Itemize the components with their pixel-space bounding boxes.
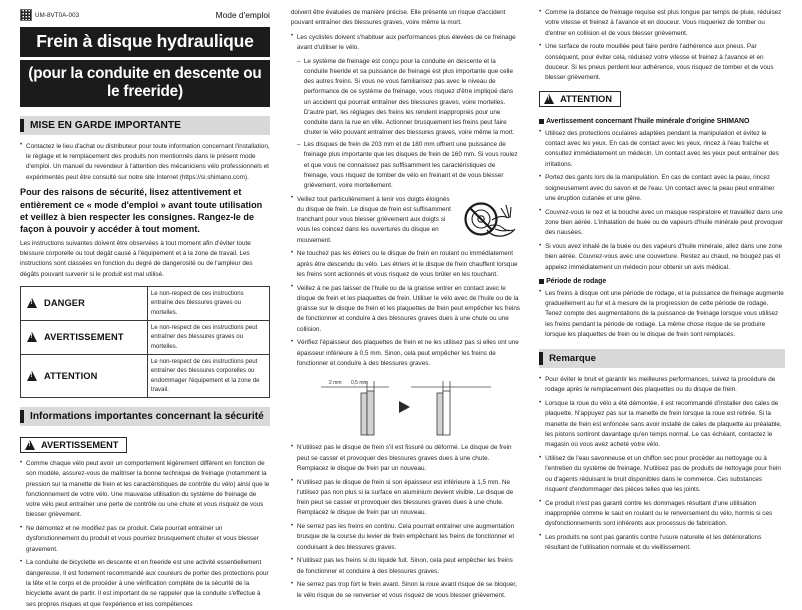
list-item: • Ne démontez et ne modifiez pas ce produit. Cela pourrait entraîner un dysfonctionnement du produit et vous pourriez brusquement chuter et vous blesser gravement. [20,524,270,555]
right-arrow-icon [399,401,410,413]
list-item: • Si vous avez inhalé de la buée ou des vapeurs d'huile minérale, allez dans une zone bien aérée. Couvrez-vous avec une couverture. Restez au chaud, ne bougez pas et appelez immédiatement un médecin pour obtenir un avis médical. [539,242,785,273]
page-title: Frein à disque hydraulique [20,27,270,57]
alert-label: AVERTISSEMENT [41,440,119,451]
safety-bullet-list [20,459,270,610]
document-header [20,8,270,22]
list-item: • Ne serrez pas trop fort le frein avant. Sinon la roue avant risque de se bloquer, le vélo risque de se renverser et vous risquez de vous blesser grièvement. [291,580,521,601]
warning-level-cell [21,354,148,398]
list-item: • Vérifiez l'épaisseur des plaquettes de frein et ne les utilisez pas si elles ont une épaisseur inférieure à 0,5 mm. Sinon, cela peut empêcher les freins de fonctionner et conduire à des blessures graves. [291,338,521,369]
section-safety-info-label: Informations importantes concernant la sécurité [30,411,264,423]
warning-level-desc: Le non-respect de ces instructions peut entraîner des blessures graves ou mortelles. [147,320,269,354]
warning-level-label: ATTENTION [44,370,98,381]
section-remark-label: Remarque [549,353,596,365]
list-item: • Contactez le lieu d'achat ou distributeur pour toute information concernant l'installation, le réglage et le remplacement des produits non mentionnés dans le présent mode d'emploi. Un manuel du revendeur à l'attention des mécaniciens vélo professionnels et expérimentés peut être consulté sur notre site Internet (https://si.shimano.com). [20,142,270,183]
section-accent-bar [539,352,543,365]
list-item: • Comme chaque vélo peut avoir un comportement légèrement différent en fonction de son modèle, assurez-vous de maîtriser la bonne technique de freinage (notamment la pression sur la manette de frein et les caractéristiques de contrôle du vélo) ainsi que le fonctionnement de votre vélo. Une mauvaise utilisation du système de freinage de votre vélo peut entraîner une perte de contrôle ou une chute et vous risquez de vous blesser grièvement. [20,459,270,521]
list-item: • Portez des gants lors de la manipulation. En cas de contact avec la peau, rincez soigneusement avec du savon et de l'eau. Un contact avec la peau peut entraîner une éruption cutanée et une gêne. [539,173,785,204]
list-item: • Les cyclistes doivent s'habituer aux performances plus élevées de ce freinage avant d'utiliser le vélo. [291,33,521,54]
alert-avertissement [20,437,127,453]
label-thickness-new: 2 mm [328,380,342,387]
section-important-notice [20,116,270,135]
table-row [21,286,270,320]
list-item: • Les produits ne sont pas garantis contre l'usure naturelle et les détériorations résultant de l'utilisation normale et du vieillissement. [539,533,785,554]
safety-bold-statement: Pour des raisons de sécurité, lisez attentivement et entièrement ce « mode d'emploi » avant toute utilisation et veillez à bien respecter les consignes. Rangez-le de façon à pouvoir y accéder à tout moment. [20,187,263,235]
warning-triangle-icon [27,371,37,381]
warning-triangle-icon [27,298,37,308]
rain-warning-list [539,8,785,83]
warning-level-cell [21,320,148,354]
warning-level-cell [21,286,148,320]
list-item: • Ne touchez pas les étriers ou le disque de frein en roulant ou immédiatement après être descendu du vélo. Les étriers et le disque de frein chauffent lorsque les freins sont actionnés et vous risquez de vous brûler en les touchant. [291,249,521,280]
column-left [8,8,282,608]
warning-level-label: DANGER [44,298,85,309]
warning-level-desc: Le non-respect de ces instructions entraîne des blessures graves ou mortelles. [147,286,269,320]
list-item: • Ce produit n'est pas garanti contre les dommages résultant d'une utilisation inappropriée comme le saut en roulant ou le renversement du vélo, hormis si ces dysfonctionnements sont inhérents aux processus de fabrication. [539,499,785,530]
no-touch-disc-icon [459,196,521,242]
list-item: • N'utilisez pas le disque de frein s'il est fissuré ou déformé. Le disque de frein peut se casser et provoquer des blessures graves dues à une chute. Remplacez le disque de frein par un nouveau. [291,443,521,474]
column-middle [282,8,530,599]
remark-list [539,375,785,553]
list-item: • N'utilisez pas les freins si du liquide fuit. Sinon, cela peut empêcher les freins de fonctionner et conduire à des blessures graves. [291,556,521,577]
cyclists-sub-list [291,57,521,192]
cyclists-bullet-list [291,33,521,54]
label-thickness-limit: 0,5 mm [350,380,368,387]
doc-code-group [20,9,79,21]
section-accent-bar [20,119,24,132]
table-row [21,320,270,354]
list-item: • Une surface de route mouillée peut faire perdre l'adhérence aux pneus. Par conséquent, pour éviter cela, réduisez votre vitesse et freinez à l'avance et en douceur. Si les pneus perdent leur adhérence, vous risquez de tomber et de vous blesser grièvement. [539,42,785,83]
list-item: • Veillez à ne pas laisser de l'huile ou de la graisse entrer en contact avec le disque de frein et les plaquettes de frein. Utiliser le vélo avec de l'huile ou de la graisse sur le disque de frein et les plaquettes de frein peut empêcher les freins de fonctionner et conduire à des blessures graves dues à une chute ou une collision. [291,284,521,335]
list-item: • Couvrez-vous le nez et la bouche avec un masque respiratoire et travaillez dans une zone bien aérée. L'inhalation de buée ou de vapeurs d'huile minérale peut provoquer des nausées. [539,208,785,239]
doc-type: Mode d'emploi [215,10,270,20]
warning-triangle-icon [544,94,554,104]
break-in-list [539,289,785,340]
qr-code-icon [20,9,32,21]
list-item-text: Veillez tout particulièrement à tenir vos doigts éloignés du disque de frein. Le disque de frein est suffisamment tranchant pour vous blesser grièvement aux doigts si vous les coincez dans les ouvertures du disque en mouvement. [296,195,451,244]
list-item: • La conduite de bicyclette en descente et en freeride est une activité essentiellement dangereuse. Il est fortement recommandé aux coureurs de porter des protections pour la tête et le corps et de procéder à une vérification complète de la sécurité de la bicyclette avant de partir. Il est important de se rappeler que la conduite s'effectue à ses propres risques et que l'expérience et les compétences [20,558,270,609]
list-item: • Comme la distance de freinage requise est plus longue par temps de pluie, réduisez votre vitesse et freinez à l'avance et en douceur. Vous risqueriez de tomber ou d'entrer en collision et de vous blesser grièvement. [539,8,785,39]
list-item: • Les freins à disque ont une période de rodage, et la puissance de freinage augmente graduellement au fur et à mesure de la progression de cette période de rodage. Tenez compte des augmentations de la puissance de freinage lorsque vous utilisez les freins pendant la période de rodage. La même chose risque de se produire lorsque les plaquettes de frein ou le disque de frein sont remplacés. [539,289,785,340]
list-item: • Pour éviter le bruit et garantir les meilleures performances, suivez la procédure de rodage après le remplacement des plaquettes ou du disque de frein. [539,375,785,396]
continuation-text: doivent être évaluées de manière précise. Elle présente un risque d'accident pouvant entraîner des blessures graves, voire même la mort. [290,9,506,27]
list-item: – Les disques de frein de 203 mm et de 180 mm offrent une puissance de freinage plus importante que les disques de frein de 160 mm. Si vous roulez et que vous ne connaissez pas suffisamment les caractéristiques de freinage, vous risquez de tomber de vélo en freinant et de vous blesser grièvement, voire mortellement. [297,140,521,191]
column-right [530,8,794,561]
brake-warning-list-a [291,195,521,370]
list-item: • N'utilisez pas le disque de frein si son épaisseur est inférieure à 1,5 mm. Ne l'utilisez pas non plus si la surface en aluminium devient visible. Le disque de frein peut se casser et provoquer des blessures graves dues à une chute. Remplacez le disque de frein par un nouveau. [291,478,521,519]
section-accent-bar [20,410,24,423]
mineral-oil-list [539,129,785,273]
brake-warning-list-b [291,443,521,601]
alert-attention [539,91,621,107]
list-item: – Le système de freinage est conçu pour la conduite en descente et la conduite freeride et sa puissance de freinage est plus importante que celle des autres freins. Si vous ne vous familiarisez pas avec le niveau de performance de ce système de freinage, vous risquez d'être impliqué dans un accident qui pourrait entraîner des blessures graves, voire mortelles. D'autre part, les réglages des freins les rendent inappropriés pour une conduite dans la rue en ville. Actionner brusquement les freins peut faire chuter le vélo pouvant entraîner des blessures graves, voire même la mort. [297,57,521,139]
subheading-mineral-oil: Avertissement concernant l'huile minérale d'origine SHIMANO [539,118,785,125]
page-subtitle: (pour la conduite en descente ou le freeride) [20,60,270,107]
warning-level-desc: Le non-respect de ces instructions peut entraîner des blessures corporelles ou endommager l'équipement et la zone de travail. [147,354,269,398]
subheading-break-in-period: Période de rodage [539,278,785,285]
doc-code: UM-8VT0A-003 [35,11,80,19]
list-item: • Utilisez de l'eau savonneuse et un chiffon sec pour procéder au nettoyage ou à l'entretien du système de freinage. N'utilisez pas de produits de nettoyage pour frein ou d'agents réduisant le bruit disponibles dans le commerce. Ces substances risquent d'endommager des pièces telles que les joints. [539,454,785,495]
brake-pad-thickness-figure [311,373,501,439]
warning-triangle-icon [25,440,35,450]
warning-triangle-icon [27,332,37,342]
table-row [21,354,270,398]
notice-list [20,142,270,183]
instructions-classification-text: Les instructions suivantes doivent être observées à tout moment afin d'éviter toute blessure corporelle ou tout dégât causé à l'équipement et à la zone de travail. Les instructions sont classées en fonction du degré de dangerosité ou de l'ampleur des dégâts pouvant survenir si le produit est mal utilisé. [20,239,253,278]
list-item [291,195,521,246]
warning-level-label: AVERTISSEMENT [44,332,124,343]
list-item: • Ne serrez pas les freins en continu. Cela pourrait entraîner une augmentation brusque de la course du levier de frein empêchant les freins de fonctionner et conduisant à des blessures graves. [291,522,521,553]
alert-label: ATTENTION [560,93,612,104]
section-remark [539,349,785,368]
warning-levels-table [20,286,270,398]
section-important-notice-label: MISE EN GARDE IMPORTANTE [30,119,181,131]
list-item: • Lorsque la roue du vélo a été démontée, il est recommandé d'installer des cales de plaquette. N'appuyez pas sur la manette de frein lorsque la roue est retirée. Si la manette de frein est enfoncée sans avoir installé de cales de plaquette au préalable, les pistons sortiront davantage qu'en temps normal. Le cas échéant, contactez le magasin où vous avez acheté votre vélo. [539,399,785,450]
list-item: • Utilisez des protections oculaires adaptées pendant la manipulation et évitez le contact avec les yeux. En cas de contact avec les yeux, rincez à l'eau fraîche et consultez immédiatement un médecin. Un contact avec les yeux peut entraîner des irritations. [539,129,785,170]
section-safety-info [20,407,270,426]
